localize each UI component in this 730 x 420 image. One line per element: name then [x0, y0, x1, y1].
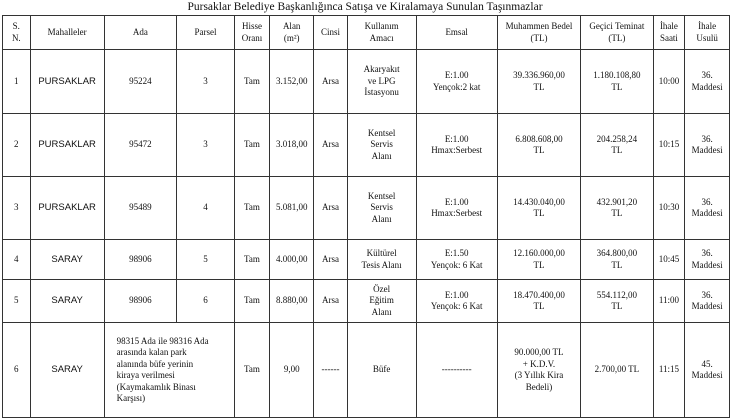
row-usul: 36. Maddesi	[685, 280, 730, 323]
row-parsel: 3	[177, 50, 235, 114]
property-table	[2, 15, 730, 418]
row-cinsi: Arsa	[314, 114, 348, 177]
row-bedel: 18.470.400,00 TL	[497, 280, 580, 323]
row-teminat: 432.901,20 TL	[581, 177, 654, 240]
row-saat: 10:15	[653, 114, 684, 177]
row-alan: 4.000,00	[270, 240, 314, 280]
row-parsel: 3	[177, 114, 235, 177]
row-kullanim: Kentsel Servis Alanı	[347, 177, 416, 240]
row-bedel: 12.160.000,00 TL	[497, 240, 580, 280]
row-ada: 98906	[104, 240, 177, 280]
table-row	[3, 323, 730, 418]
row-bedel: 14.430.040,00 TL	[497, 177, 580, 240]
row-usul: 36. Maddesi	[685, 50, 730, 114]
row-cinsi: Arsa	[314, 177, 348, 240]
header-ada: Ada	[104, 16, 177, 50]
row-cinsi: ------	[314, 323, 348, 418]
header-emsal: Emsal	[416, 16, 497, 50]
row-hisse: Tam	[234, 240, 269, 280]
row-bedel: 90.000,00 TL + K.D.V. (3 Yıllık Kira Bedeli)	[497, 323, 580, 418]
table-row	[3, 280, 730, 323]
row-mahalle: PURSAKLAR	[30, 177, 104, 240]
row-sno: 1	[3, 50, 31, 114]
row-mahalle: SARAY	[30, 323, 104, 418]
row-cinsi: Arsa	[314, 50, 348, 114]
header-alan: Alan (m²)	[270, 16, 314, 50]
row-ada: 98906	[104, 280, 177, 323]
row-alan: 8.880,00	[270, 280, 314, 323]
header-usul: İhale Usulü	[685, 16, 730, 50]
row-mahalle: PURSAKLAR	[30, 114, 104, 177]
row-mahalle: PURSAKLAR	[30, 50, 104, 114]
row-teminat: 204.258,24 TL	[581, 114, 654, 177]
row-cinsi: Arsa	[314, 280, 348, 323]
row-mahalle: SARAY	[30, 280, 104, 323]
row-alan: 3.152,00	[270, 50, 314, 114]
header-cinsi: Cinsi	[314, 16, 348, 50]
row-sno: 3	[3, 177, 31, 240]
row-hisse: Tam	[234, 177, 269, 240]
table-header-row	[3, 16, 730, 50]
row-ada: 95472	[104, 114, 177, 177]
header-kullanim: Kullanım Amacı	[347, 16, 416, 50]
row-emsal: E:1.00 Hmax:Serbest	[416, 177, 497, 240]
row-saat: 10:00	[653, 50, 684, 114]
row-alan: 5.081,00	[270, 177, 314, 240]
row-teminat: 1.180.108,80 TL	[581, 50, 654, 114]
row-ada-description: 98315 Ada ile 98316 Ada arasında kalan park alanında büfe yerinin kiraya verilmesi (Kaymakamlık Binası Karşısı)	[104, 323, 234, 418]
row-alan: 9,00	[270, 323, 314, 418]
row-kullanim: Özel Eğitim Alanı	[347, 280, 416, 323]
row-parsel: 5	[177, 240, 235, 280]
row-emsal: E:1.00 Yençok:2 kat	[416, 50, 497, 114]
row-usul: 36. Maddesi	[685, 114, 730, 177]
row-kullanim: Büfe	[347, 323, 416, 418]
header-mahalle: Mahalleler	[30, 16, 104, 50]
row-hisse: Tam	[234, 50, 269, 114]
row-mahalle: SARAY	[30, 240, 104, 280]
row-sno: 2	[3, 114, 31, 177]
header-saat: İhale Saati	[653, 16, 684, 50]
row-teminat: 2.700,00 TL	[581, 323, 654, 418]
row-kullanim: Kentsel Servis Alanı	[347, 114, 416, 177]
row-bedel: 39.336.960,00 TL	[497, 50, 580, 114]
row-saat: 10:45	[653, 240, 684, 280]
header-sno: S. N.	[3, 16, 31, 50]
row-teminat: 554.112,00 TL	[581, 280, 654, 323]
row-emsal: ----------	[416, 323, 497, 418]
row-hisse: Tam	[234, 280, 269, 323]
table-row	[3, 114, 730, 177]
header-parsel: Parsel	[177, 16, 235, 50]
table-row	[3, 50, 730, 114]
row-kullanim: Akaryakıt ve LPG İstasyonu	[347, 50, 416, 114]
row-parsel: 6	[177, 280, 235, 323]
row-cinsi: Arsa	[314, 240, 348, 280]
row-usul: 36. Maddesi	[685, 240, 730, 280]
table-row	[3, 240, 730, 280]
row-emsal: E:1.00 Hmax:Serbest	[416, 114, 497, 177]
row-hisse: Tam	[234, 323, 269, 418]
row-emsal: E:1.00 Yençok: 6 Kat	[416, 280, 497, 323]
row-emsal: E:1.50 Yençok: 6 Kat	[416, 240, 497, 280]
row-usul: 36. Maddesi	[685, 177, 730, 240]
row-ada: 95489	[104, 177, 177, 240]
row-teminat: 364.800,00 TL	[581, 240, 654, 280]
document-title: Pursaklar Belediye Başkanlığınca Satışa ve Kiralamaya Sunulan Taşınmazlar	[187, 1, 543, 13]
row-sno: 6	[3, 323, 31, 418]
header-teminat: Geçici Teminat (TL)	[581, 16, 654, 50]
row-saat: 11:00	[653, 280, 684, 323]
row-saat: 10:30	[653, 177, 684, 240]
header-bedel: Muhammen Bedel (TL)	[497, 16, 580, 50]
header-hisse: Hisse Oranı	[234, 16, 269, 50]
row-sno: 5	[3, 280, 31, 323]
row-ada: 95224	[104, 50, 177, 114]
table-row	[3, 177, 730, 240]
row-usul: 45. Maddesi	[685, 323, 730, 418]
row-hisse: Tam	[234, 114, 269, 177]
row-alan: 3.018,00	[270, 114, 314, 177]
row-parsel: 4	[177, 177, 235, 240]
row-saat: 11:15	[653, 323, 684, 418]
row-sno: 4	[3, 240, 31, 280]
row-bedel: 6.808.608,00 TL	[497, 114, 580, 177]
row-kullanim: Kültürel Tesis Alanı	[347, 240, 416, 280]
